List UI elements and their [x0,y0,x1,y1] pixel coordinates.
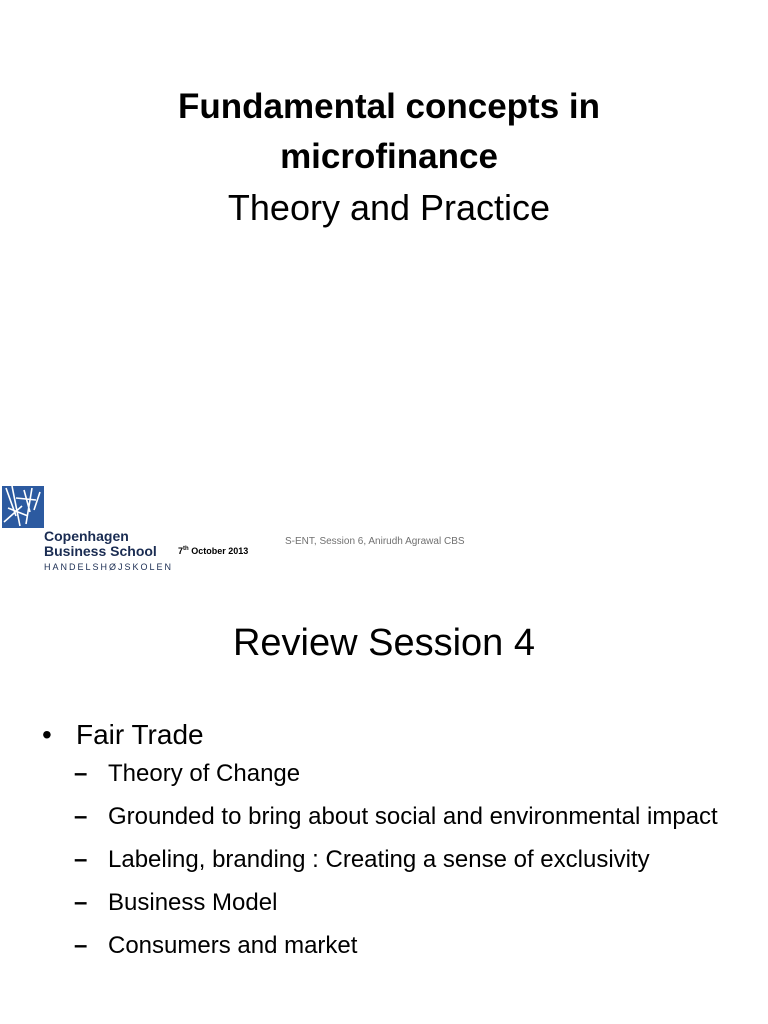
slide-title-line1: Fundamental concepts in [178,87,600,126]
date-rest: October 2013 [191,546,249,556]
logo-text-handelshojskolen: HANDELSHØJSKOLEN [44,562,174,572]
date-day: 7 [178,546,184,556]
slide-title-line2: microfinance [280,137,498,176]
cbs-logo-mark-icon [2,486,44,528]
sub-bullet-marker: – [74,803,88,830]
date-suffix: th [183,546,189,552]
sub-bullet-marker: – [74,760,88,787]
sub-bullet-marker: – [74,846,88,873]
sub-bullet-text: Consumers and market [108,932,358,959]
sub-bullet-item [74,757,742,791]
sub-bullet-list [42,757,742,963]
sub-bullet-item [74,929,742,963]
bullet-line [42,715,742,755]
slide-date [178,546,248,556]
sub-bullet-text: Grounded to bring about social and environmental impact [108,803,718,830]
sub-bullet-text: Labeling, branding : Creating a sense of exclusivity [108,846,650,873]
bullet-list [42,715,742,972]
logo-text-copenhagen: Copenhagen [44,528,129,544]
bullet-item [42,715,742,963]
sub-bullet-item [74,886,742,920]
sub-bullet-text: Business Model [108,889,278,916]
sub-bullet-marker: – [74,932,88,959]
slide-subtitle: Theory and Practice [227,187,551,228]
sub-bullet-marker: – [74,889,88,916]
bullet-text: Fair Trade [76,719,204,750]
sub-bullet-item [74,843,742,877]
cbs-logo [2,486,172,576]
sub-bullet-text: Theory of Change [108,760,301,787]
slide-title: Review Session 4 [232,622,536,664]
logo-text-business-school: Business School [44,543,157,559]
sub-bullet-item [74,800,742,834]
slide-review [0,580,768,1024]
slide-footer: S-ENT, Session 6, Anirudh Agrawal CBS [285,536,465,547]
bullet-marker: • [42,719,52,750]
